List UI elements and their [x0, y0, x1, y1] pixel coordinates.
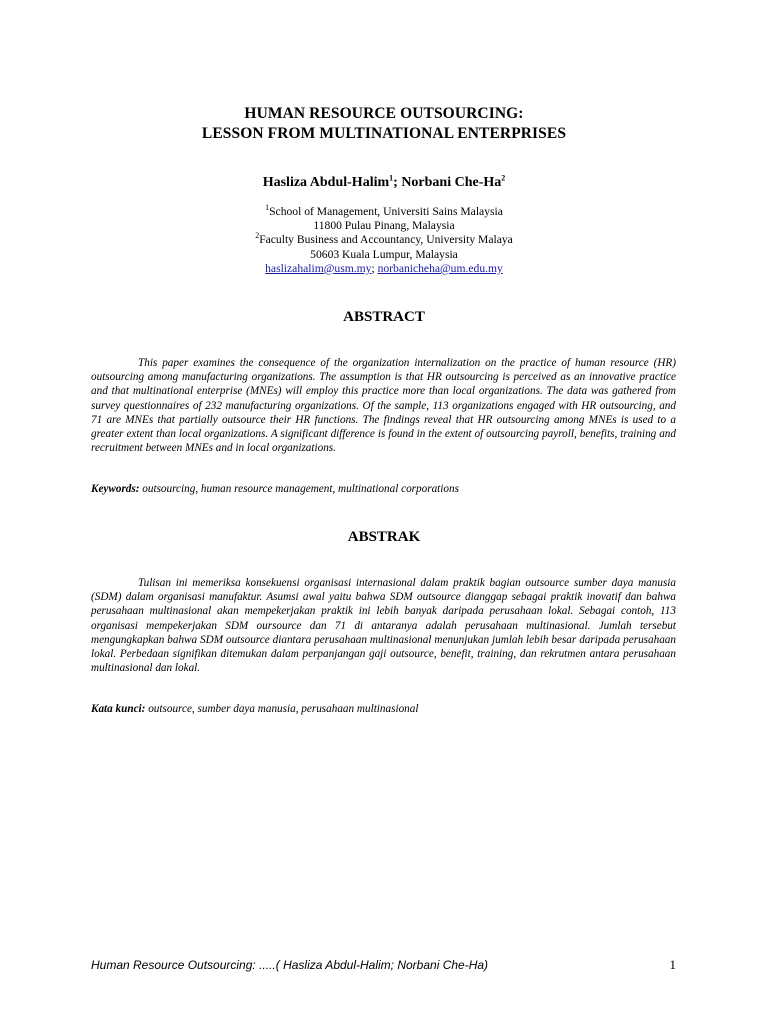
- affiliation-2-mark: 2: [255, 231, 260, 241]
- author-2-name: Norbani Che-Ha: [401, 175, 502, 190]
- email-link-2[interactable]: norbanicheha@um.edu.my: [377, 261, 503, 275]
- email-link-1[interactable]: haslizahalim@usm.my: [265, 261, 372, 275]
- affiliation-1-school: School of Management, Universiti Sains Malaysia: [269, 205, 503, 218]
- kata-kunci-label: Kata kunci:: [91, 703, 146, 715]
- keywords-text: outsourcing, human resource management, multinational corporations: [139, 483, 459, 495]
- affiliation-2-address: 50603 Kuala Lumpur, Malaysia: [310, 247, 458, 261]
- author-2-affiliation-mark: 2: [501, 173, 506, 183]
- affiliation-2-faculty: Faculty Business and Accountancy, University Malaya: [259, 233, 513, 247]
- email-separator: ;: [371, 261, 378, 275]
- affiliation-1-line: [0, 205, 768, 219]
- abstrak-heading: ABSTRAK: [347, 529, 421, 545]
- kata-kunci-text: outsource, sumber daya manusia, perusahaan multinasional: [145, 703, 419, 715]
- affiliations: [0, 205, 768, 276]
- abstract-body: This paper examines the consequence of the organization internalization on the practice of human resource (HR) outsourcing among manufacturing organizations. The assumption is that HR outsourcing is perceived as an innovative practice and that multinational enterprise (MNEs) will employ this practice more than local organizations. The data was gathered from survey questionnaires of 232 manufacturing organizations. Of the sample, 113 organizations engaged with HR outsourcing, and 71 are MNEs that partially outsource their HR functions. The findings reveal that HR outsourcing among MNEs is used to a greater extent than local organizations. A significant difference is found in the extent of outsourcing payroll, benefits, training and recruitment between MNEs and in local organizations.: [91, 357, 676, 455]
- author-separator: ;: [393, 175, 402, 190]
- abstract-heading: ABSTRACT: [343, 309, 425, 325]
- affiliation-2-line: [0, 233, 768, 247]
- title-line-1: HUMAN RESOURCE OUTSOURCING:: [244, 105, 524, 122]
- keywords-label: Keywords:: [91, 483, 140, 495]
- email-line: [0, 262, 768, 276]
- affiliation-1-address: 11800 Pulau Pinang, Malaysia: [313, 219, 455, 233]
- page-number: 1: [669, 957, 676, 972]
- author-1-affiliation-mark: 1: [389, 173, 394, 183]
- author-1-name: Hasliza Abdul-Halim: [262, 175, 390, 190]
- author-list: [0, 174, 768, 192]
- paper-title: [0, 104, 768, 144]
- abstrak-body: Tulisan ini memeriksa konsekuensi organisasi internasional dalam praktik bagian outsource sumber daya manusia (SDM) dalam organisasi manufaktur. Asumsi awal yaitu bahwa SDM outsource dianggap sebagai praktik inovatif dan bahwa perusahaan multinasional akan mempekerjakan praktik ini lebih banyak daripada perusahaan lokal. Sebagai contoh, 113 organisasi mempekerjakan SDM oursource dan 71 di antaranya adalah perusahaan multinasional. Jumlah tersebut mengungkapkan bahwa SDM outsource diantara perusahaan multinasional menunjukan jumlah lebih besar daripada perusahaan lokal. Perbedaan signifikan ditemukan dalam perpanjangan gaji outsource, benefit, training, dan rekrutmen antara perusahaan multinasional dan lokal.: [91, 577, 676, 675]
- running-footer: Human Resource Outsourcing: .....( Hasliza Abdul-Halim; Norbani Che-Ha): [91, 958, 489, 972]
- abstrak-keywords: [91, 702, 676, 716]
- title-line-2: LESSON FROM MULTINATIONAL ENTERPRISES: [201, 125, 567, 142]
- affiliation-1-mark: 1: [265, 203, 270, 213]
- abstract-keywords: [91, 482, 676, 496]
